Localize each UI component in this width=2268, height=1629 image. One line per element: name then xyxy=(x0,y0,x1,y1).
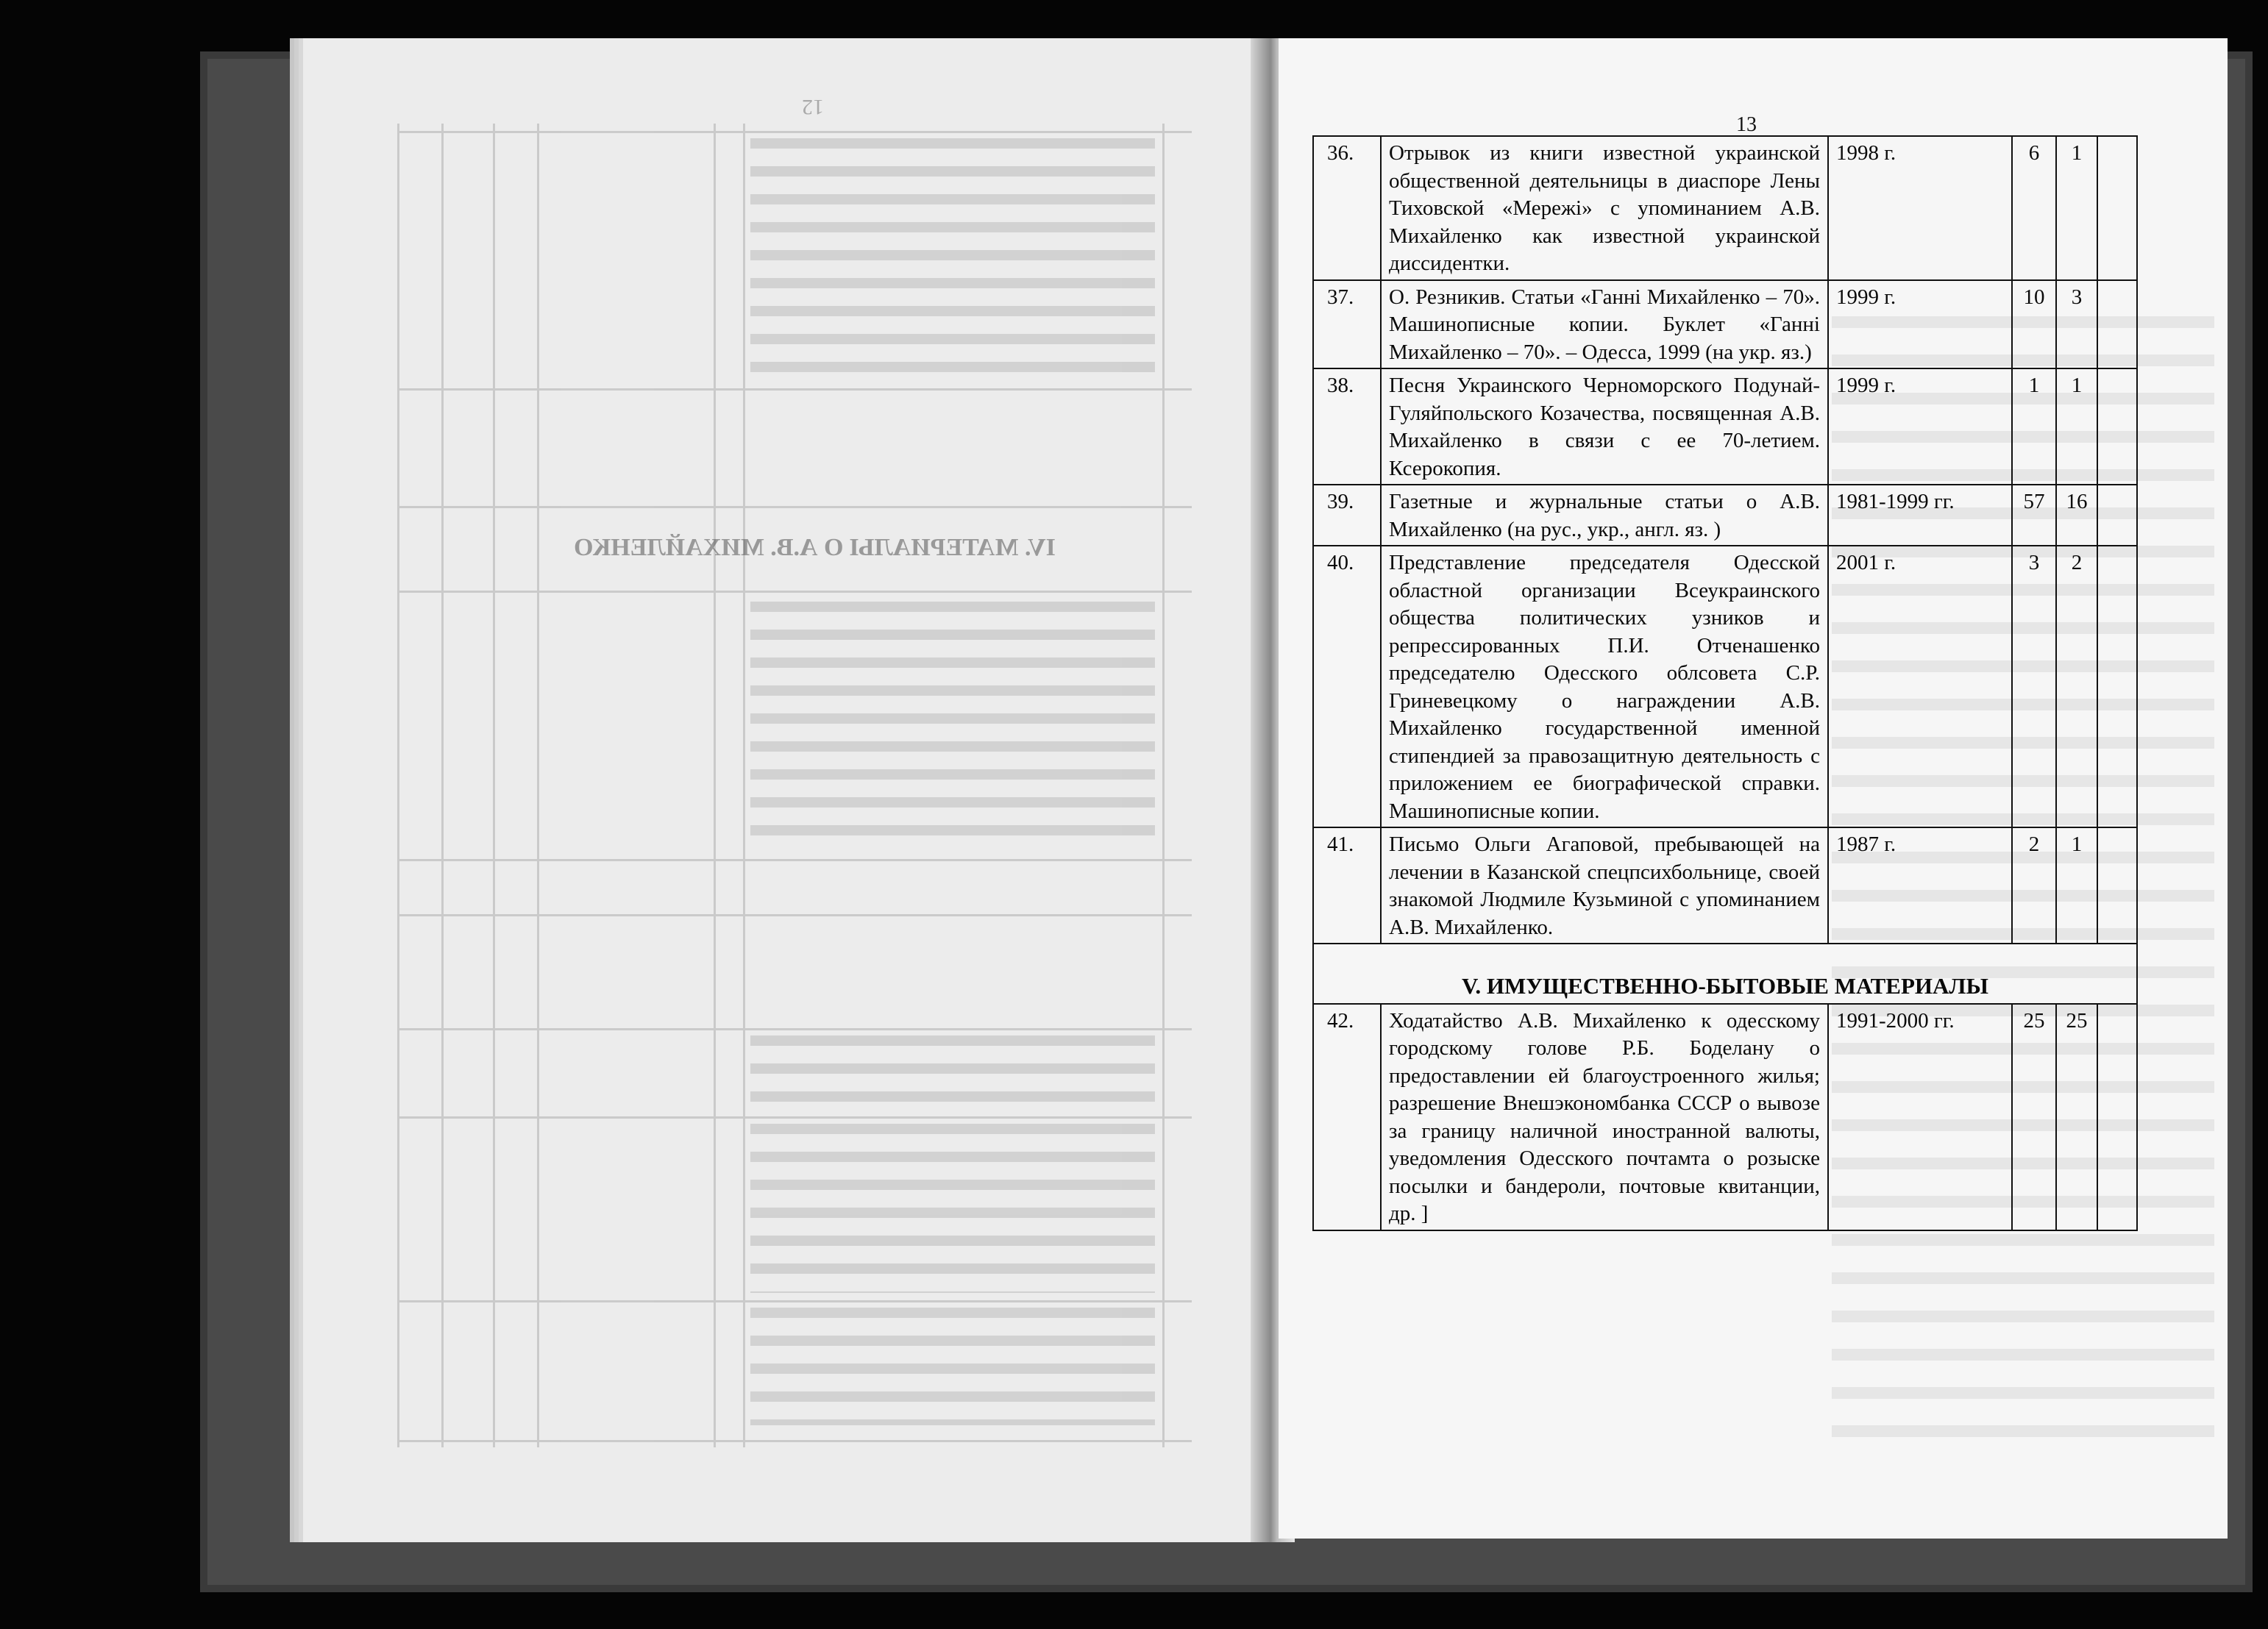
row-sheets: 25 xyxy=(2012,1004,2056,1230)
row-pages: 1 xyxy=(2056,368,2097,485)
table-row xyxy=(1313,827,2137,944)
row-sheets: 3 xyxy=(2012,546,2056,827)
row-sheets: 1 xyxy=(2012,368,2056,485)
row-pages: 1 xyxy=(2056,136,2097,280)
row-notes xyxy=(2097,485,2137,546)
row-number: 42. xyxy=(1313,1004,1381,1230)
row-pages: 2 xyxy=(2056,546,2097,827)
row-number: 36. xyxy=(1313,136,1381,280)
row-notes xyxy=(2097,280,2137,369)
row-sheets: 10 xyxy=(2012,280,2056,369)
row-notes xyxy=(2097,136,2137,280)
row-sheets: 6 xyxy=(2012,136,2056,280)
row-description: О. Резникив. Статьи «Ганні Михайленко – 70». Машинописные копии. Буклет «Ганні Михайленко – 70». – Одесса, 1999 (на укр. яз.) xyxy=(1381,280,1828,369)
row-number: 39. xyxy=(1313,485,1381,546)
row-description: Представление председателя Одесской областной организации Всеукраинского общества политических узников и репрессированных П.И. Отченашенко председателю Одесского облсовета С.Р. Гриневецкому о награждении А.В. Михайленко государственной именной стипендией за правозащитную деятельность с приложением ее биографической справки. Машинописные копии. xyxy=(1381,546,1828,827)
row-date: 2001 г. xyxy=(1828,546,2012,827)
row-notes xyxy=(2097,827,2137,944)
row-pages: 25 xyxy=(2056,1004,2097,1230)
page-number: 13 xyxy=(1736,113,1757,136)
row-description: Ходатайство А.В. Михайленко к одесскому городскому голове Р.Б. Боделану о предоставлении ей благоустроенного жилья; разрешение Внешэкономбанка СССР о вывозе за границу наличной иностранной валюты, уведомления Одесского почтамта о розыске посылки и бандероли, почтовые квитанции, др. ] xyxy=(1381,1004,1828,1230)
table-row xyxy=(1313,1004,2137,1230)
table-row xyxy=(1313,280,2137,369)
table-row xyxy=(1313,136,2137,280)
row-notes xyxy=(2097,368,2137,485)
row-sheets: 2 xyxy=(2012,827,2056,944)
section-title: V. ИМУЩЕСТВЕННО-БЫТОВЫЕ МАТЕРИАЛЫ xyxy=(1313,944,2137,1004)
row-notes xyxy=(2097,546,2137,827)
table-row xyxy=(1313,368,2137,485)
table-row xyxy=(1313,485,2137,546)
row-number: 40. xyxy=(1313,546,1381,827)
left-page-number: 12 xyxy=(802,95,824,119)
table-row xyxy=(1313,546,2137,827)
row-date: 1987 г. xyxy=(1828,827,2012,944)
row-description: Газетные и журнальные статьи о А.В. Михайленко (на рус., укр., англ. яз. ) xyxy=(1381,485,1828,546)
row-description: Письмо Ольги Агаповой, пребывающей на лечении в Казанской спецпсихбольнице, своей знакомой Людмиле Кузьминой с упоминанием А.В. Михайленко. xyxy=(1381,827,1828,944)
row-pages: 1 xyxy=(2056,827,2097,944)
section-row xyxy=(1313,944,2137,1004)
row-date: 1999 г. xyxy=(1828,368,2012,485)
row-number: 41. xyxy=(1313,827,1381,944)
row-sheets: 57 xyxy=(2012,485,2056,546)
left-section-heading: IV. МАТЕРИАЛЫ О А.В. МИХАЙЛЕНКО xyxy=(574,534,1056,561)
row-pages: 16 xyxy=(2056,485,2097,546)
row-description: Отрывок из книги известной украинской общественной деятельницы в диаспоре Лены Тиховской «Мережі» с упоминанием А.В. Михайленко как известной украинской диссидентки. xyxy=(1381,136,1828,280)
row-date: 1981-1999 гг. xyxy=(1828,485,2012,546)
row-notes xyxy=(2097,1004,2137,1230)
row-pages: 3 xyxy=(2056,280,2097,369)
left-page-table-ghost xyxy=(397,124,1192,1447)
row-number: 38. xyxy=(1313,368,1381,485)
row-date: 1998 г. xyxy=(1828,136,2012,280)
row-date: 1991-2000 гг. xyxy=(1828,1004,2012,1230)
row-date: 1999 г. xyxy=(1828,280,2012,369)
inventory-table xyxy=(1312,135,2138,1231)
row-number: 37. xyxy=(1313,280,1381,369)
row-description: Песня Украинского Черноморского Подунай-Гуляйпольского Козачества, посвященная А.В. Михайленко в связи с ее 70-летием. Ксерокопия. xyxy=(1381,368,1828,485)
